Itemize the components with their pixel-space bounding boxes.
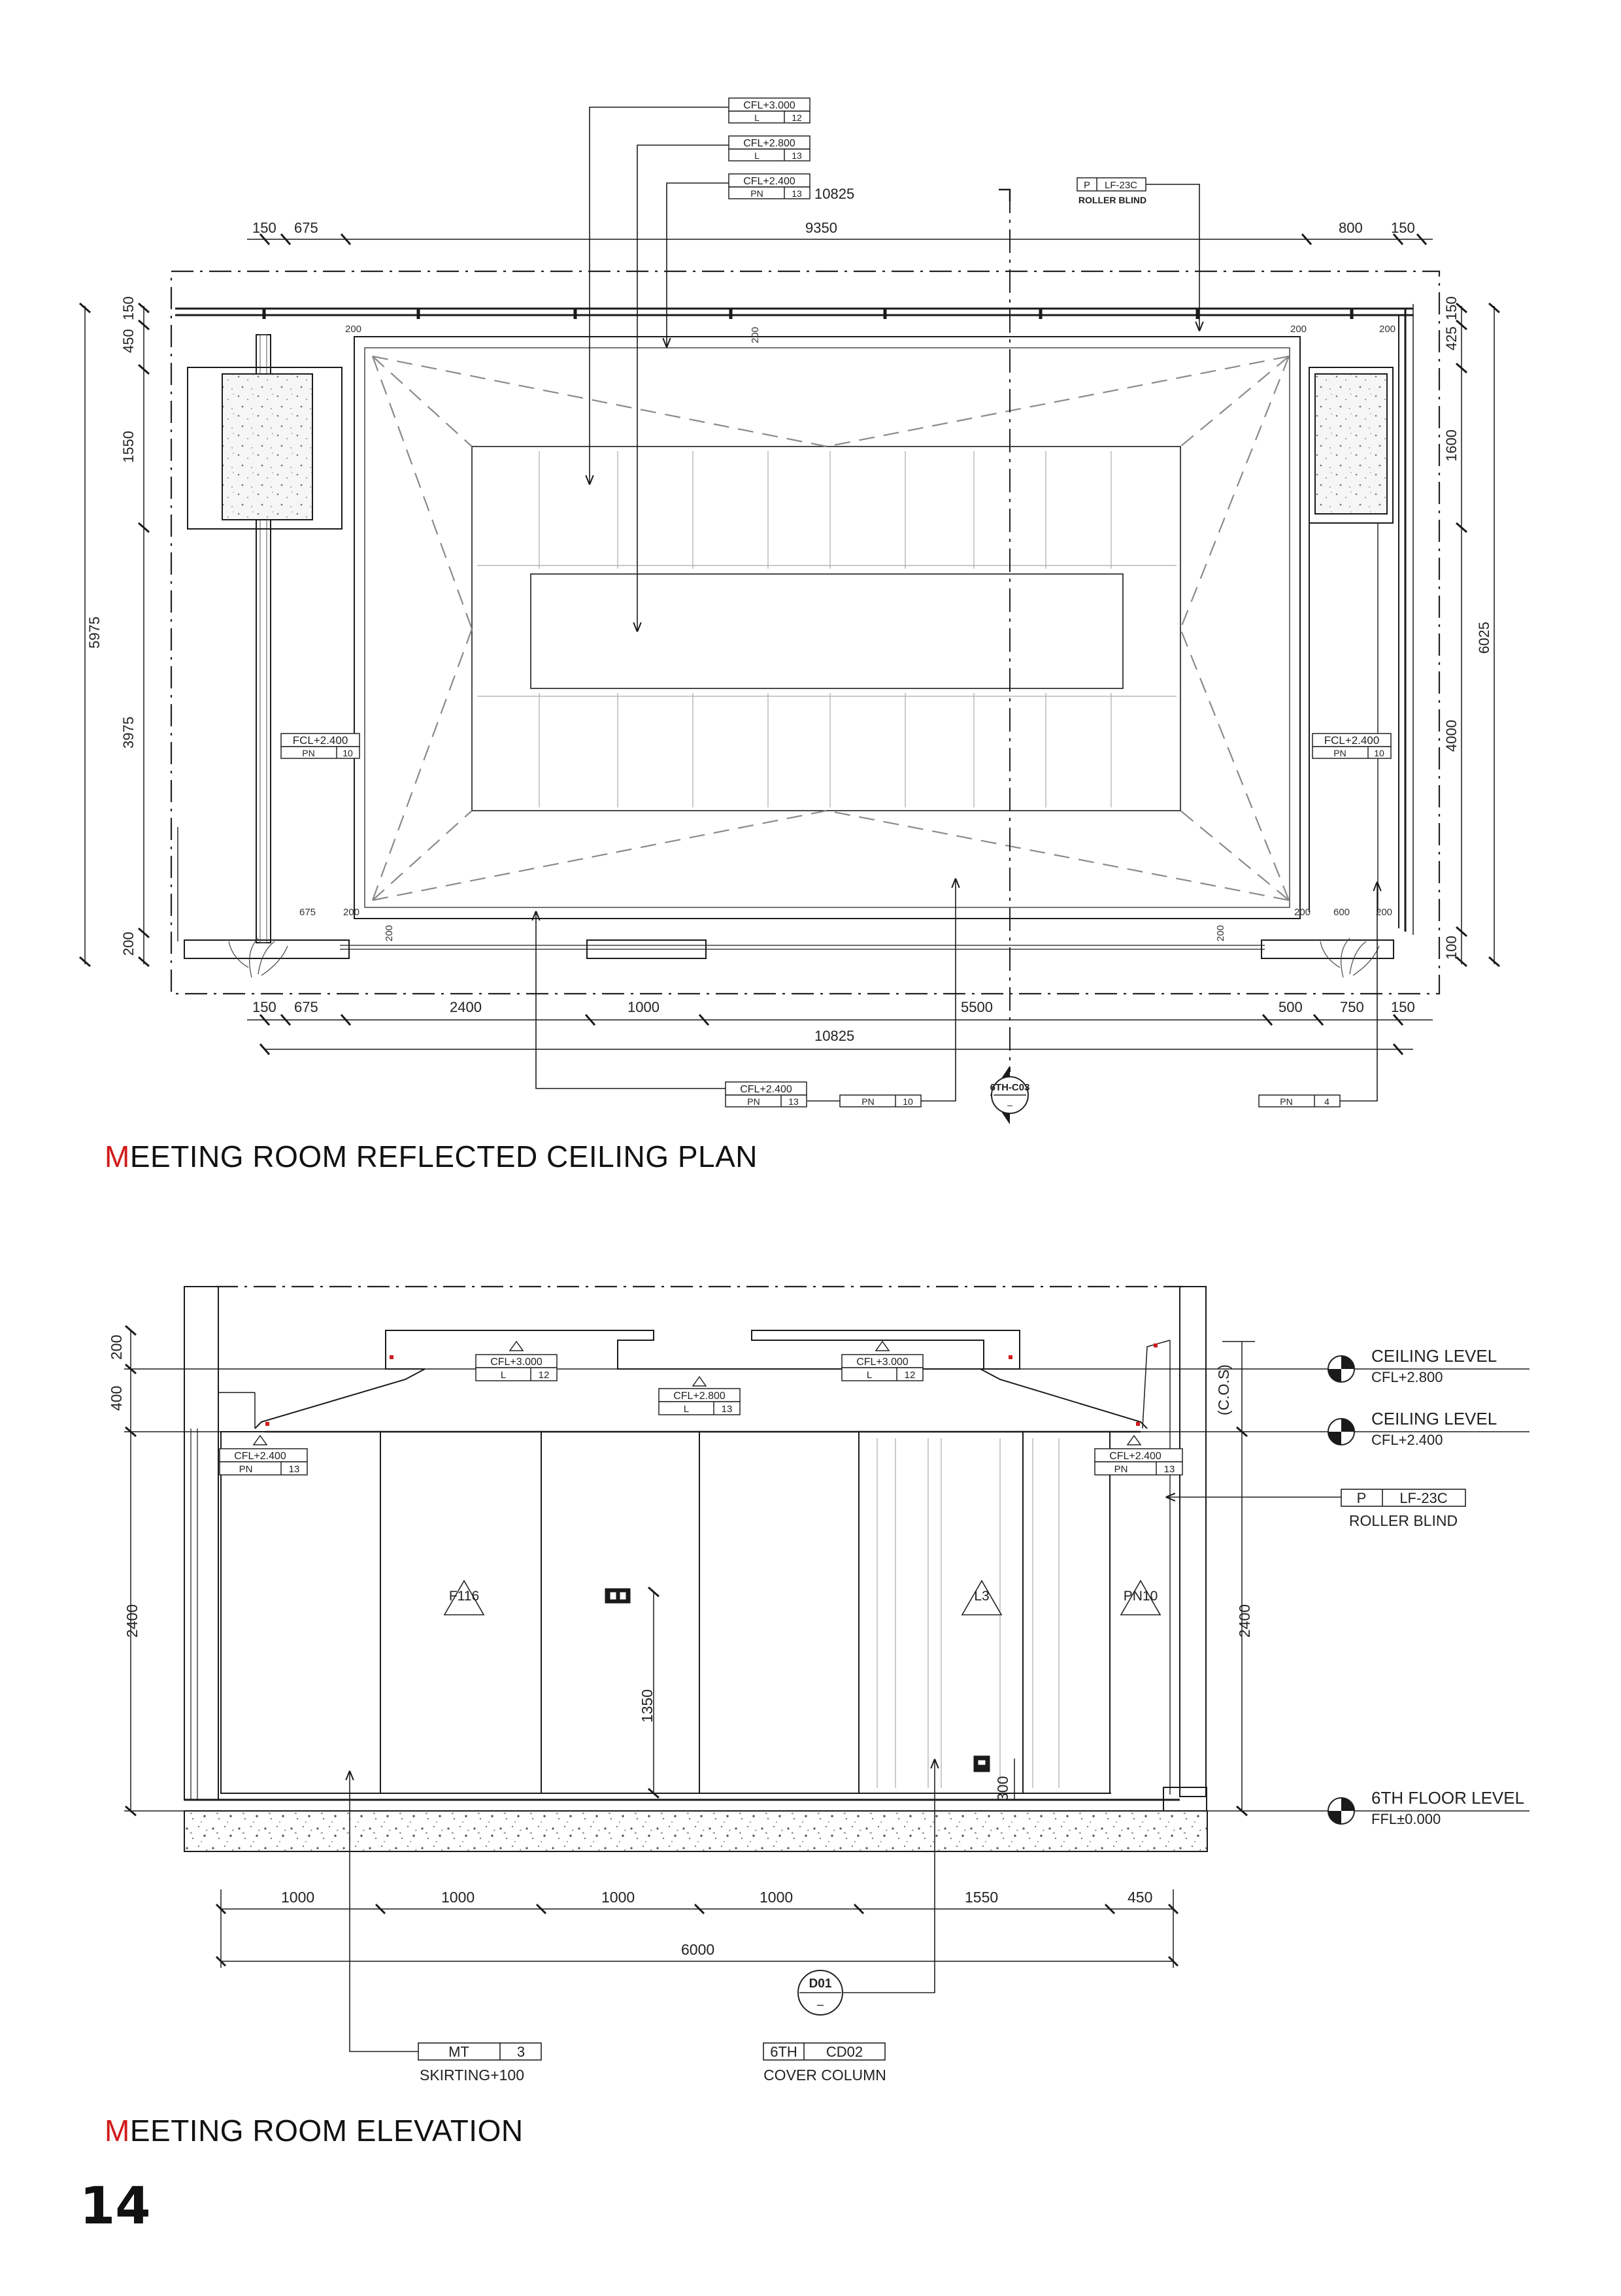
svg-text:L: L	[754, 150, 760, 161]
elev-tag-right-3000	[842, 1342, 923, 1381]
plan-leaders	[536, 107, 1377, 1101]
dim-top: 150	[252, 220, 276, 236]
svg-text:200: 200	[1376, 907, 1393, 918]
dim-left: 200	[120, 932, 137, 956]
dim-bottom: 150	[252, 999, 276, 1015]
bracket-ticks	[264, 309, 1352, 319]
plan-border	[171, 271, 1439, 994]
svg-text:200: 200	[1379, 324, 1396, 335]
dim-top: 9350	[805, 220, 837, 236]
svg-text:1000: 1000	[441, 1889, 475, 1906]
svg-text:PN10: PN10	[1123, 1589, 1158, 1604]
tag-roller-blind-plan	[1077, 178, 1146, 205]
svg-text:6TH: 6TH	[770, 2044, 797, 2060]
svg-text:2400: 2400	[124, 1604, 141, 1638]
panel-tag-l3	[962, 1581, 1001, 1615]
svg-text:200: 200	[108, 1334, 125, 1360]
tag-cfl-3000	[729, 98, 810, 123]
dim-bottom: 750	[1340, 999, 1364, 1015]
svg-text:CEILING LEVEL: CEILING LEVEL	[1371, 1409, 1497, 1428]
svg-text:CFL+3.000: CFL+3.000	[743, 100, 795, 111]
elevation-title-text: EETING ROOM ELEVATION	[129, 2114, 524, 2148]
svg-text:200: 200	[750, 326, 761, 343]
svg-text:CFL+2.800: CFL+2.800	[673, 1391, 726, 1402]
svg-text:PN: PN	[747, 1096, 760, 1107]
tag-pn4-bottom	[1259, 1095, 1340, 1107]
dim-bottom: 150	[1391, 999, 1415, 1015]
svg-text:FCL+2.400: FCL+2.400	[1324, 734, 1380, 747]
svg-text:LF-23C: LF-23C	[1104, 180, 1138, 191]
plan-title	[105, 1139, 758, 1174]
level-symbol-ceiling-2800	[1328, 1346, 1497, 1385]
slope-dashed-lines	[373, 356, 1289, 900]
svg-text:ROLLER BLIND: ROLLER BLIND	[1348, 1512, 1458, 1529]
elevation-title	[105, 2113, 524, 2148]
svg-text:PN: PN	[239, 1464, 253, 1475]
page-number: 14	[80, 2177, 151, 2236]
svg-text:CFL+2.400: CFL+2.400	[234, 1451, 286, 1462]
detail-marker-d01	[798, 1970, 843, 2015]
dim-bottom: 2400	[450, 999, 482, 1015]
svg-text:PN: PN	[861, 1096, 875, 1107]
cos-label: (C.O.S)	[1215, 1364, 1232, 1415]
dim-bottom-total: 10825	[814, 1028, 855, 1044]
dim-top: 675	[294, 220, 318, 236]
svg-text:200: 200	[1215, 924, 1226, 941]
plan-inner-dims	[299, 324, 1395, 941]
elevation-dimension-labels	[108, 1335, 1253, 1958]
tag-cfl-2800	[729, 136, 810, 161]
svg-text:L: L	[500, 1370, 507, 1381]
tag-cfl-2400-bottom	[726, 1082, 807, 1107]
coffer-slats	[477, 451, 1177, 807]
svg-text:CFL+2.400: CFL+2.400	[1109, 1451, 1161, 1462]
elevation-title-initial: M	[105, 2114, 130, 2148]
dim-right: 4000	[1443, 720, 1460, 752]
svg-text:P: P	[1356, 1490, 1367, 1506]
svg-text:PN: PN	[1280, 1096, 1293, 1107]
svg-text:PN: PN	[1333, 748, 1346, 758]
dim-right: 100	[1443, 936, 1460, 960]
dim-left: 450	[120, 329, 137, 353]
svg-text:10: 10	[343, 748, 353, 758]
elev-roller-blind-tag	[1167, 1489, 1465, 1529]
elev-tag-left-3000	[476, 1342, 557, 1381]
right-wall	[1180, 1287, 1206, 1797]
svg-text:P: P	[1083, 180, 1091, 191]
svg-text:–: –	[816, 1998, 824, 2011]
elev-tag-left-2400	[220, 1436, 307, 1475]
skirting-tag	[418, 2043, 541, 2084]
cover-column-tag	[763, 2043, 886, 2084]
table-outline	[531, 574, 1123, 688]
svg-text:1000: 1000	[601, 1889, 635, 1906]
svg-text:MT: MT	[448, 2044, 469, 2060]
svg-text:13: 13	[788, 1096, 799, 1107]
svg-text:D01: D01	[809, 1977, 832, 1991]
svg-text:CFL+3.000: CFL+3.000	[856, 1357, 909, 1368]
svg-text:13: 13	[1163, 1464, 1175, 1475]
dim-left: 3975	[120, 717, 137, 749]
svg-text:1000: 1000	[760, 1889, 794, 1906]
svg-text:13: 13	[288, 1464, 300, 1475]
elevation	[184, 1287, 1207, 1851]
dim-right: 150	[1443, 296, 1460, 320]
svg-text:200: 200	[1290, 324, 1307, 335]
svg-text:SKIRTING+100: SKIRTING+100	[419, 2067, 525, 2084]
coffer-recess	[472, 447, 1180, 811]
dim-bottom: 675	[294, 999, 318, 1015]
svg-text:CFL+2.800: CFL+2.800	[1371, 1369, 1443, 1385]
svg-text:450: 450	[1128, 1889, 1153, 1906]
elev-tag-2800	[659, 1377, 740, 1415]
ceiling-plan	[171, 190, 1439, 1072]
tag-pn10-bottom	[840, 1095, 921, 1107]
svg-text:300: 300	[994, 1776, 1011, 1801]
svg-text:COVER COLUMN: COVER COLUMN	[763, 2067, 886, 2084]
svg-text:10: 10	[1374, 748, 1384, 758]
svg-text:PN: PN	[302, 748, 315, 758]
svg-text:ROLLER BLIND: ROLLER BLIND	[1078, 195, 1147, 205]
svg-text:3: 3	[516, 2044, 526, 2060]
left-wall	[184, 1287, 218, 1800]
svg-text:F116: F116	[448, 1589, 480, 1604]
dim-right: 1600	[1443, 430, 1460, 462]
svg-text:6000: 6000	[681, 1941, 715, 1958]
svg-text:1350: 1350	[639, 1689, 656, 1723]
elevation-dimensions	[125, 1326, 1255, 1968]
svg-text:2400: 2400	[1236, 1604, 1253, 1638]
level-symbol-floor	[1328, 1788, 1524, 1827]
svg-text:PN: PN	[750, 188, 763, 199]
svg-text:400: 400	[108, 1385, 125, 1411]
dim-left: 1550	[120, 431, 137, 463]
svg-text:200: 200	[345, 324, 362, 335]
panel-tag-pn10	[1121, 1581, 1160, 1615]
svg-text:675: 675	[299, 907, 316, 918]
svg-text:L: L	[683, 1404, 690, 1415]
plan-title-text: EETING ROOM REFLECTED CEILING PLAN	[129, 1140, 758, 1173]
dim-right-total: 6025	[1476, 622, 1492, 654]
ceiling-rim-inner	[365, 348, 1290, 907]
svg-text:12: 12	[792, 112, 802, 123]
panel-tag-f116	[444, 1581, 484, 1615]
svg-text:4: 4	[1324, 1096, 1329, 1107]
svg-text:13: 13	[792, 188, 802, 199]
svg-text:6TH-C03: 6TH-C03	[990, 1082, 1030, 1093]
svg-text:12: 12	[904, 1370, 916, 1381]
dim-bottom: 500	[1278, 999, 1303, 1015]
tag-fcl-left	[281, 734, 359, 758]
floor-slab	[184, 1811, 1207, 1851]
level-lines	[124, 1369, 1529, 1811]
dim-bottom: 1000	[627, 999, 660, 1015]
dim-top: 150	[1391, 220, 1415, 236]
svg-text:CFL+2.400: CFL+2.400	[740, 1084, 792, 1095]
svg-text:10: 10	[903, 1096, 913, 1107]
ceiling-rim-outer	[354, 337, 1300, 919]
svg-text:200: 200	[384, 924, 395, 941]
level-symbol-ceiling-2400	[1328, 1409, 1497, 1448]
dim-right: 425	[1443, 326, 1460, 350]
svg-text:200: 200	[343, 907, 360, 918]
plan-title-initial: M	[105, 1140, 130, 1173]
svg-text:L: L	[866, 1370, 873, 1381]
svg-text:200: 200	[1294, 907, 1311, 918]
svg-text:L3: L3	[974, 1589, 990, 1604]
svg-text:13: 13	[792, 150, 802, 161]
svg-text:–: –	[1007, 1100, 1012, 1110]
svg-text:PN: PN	[1114, 1464, 1128, 1475]
right-feature-panel	[1315, 374, 1387, 514]
dim-top-total: 10825	[814, 186, 855, 202]
svg-text:600: 600	[1333, 907, 1350, 918]
left-feature-panel	[222, 374, 312, 520]
dim-bottom: 5500	[961, 999, 993, 1015]
svg-text:6TH FLOOR LEVEL: 6TH FLOOR LEVEL	[1371, 1788, 1525, 1808]
svg-text:CFL+2.400: CFL+2.400	[743, 176, 795, 187]
tag-cfl-2400-top	[729, 174, 810, 199]
svg-text:CFL+2.800: CFL+2.800	[743, 138, 795, 149]
svg-text:FFL±0.000: FFL±0.000	[1371, 1811, 1441, 1827]
elevation-leaders	[350, 1760, 935, 2051]
dim-left: 150	[120, 296, 137, 320]
svg-text:1000: 1000	[281, 1889, 315, 1906]
svg-text:12: 12	[538, 1370, 550, 1381]
dim-left-total: 5975	[86, 616, 103, 649]
dim-top: 800	[1339, 220, 1363, 236]
svg-text:FCL+2.400: FCL+2.400	[292, 734, 348, 747]
svg-text:CFL+3.000: CFL+3.000	[490, 1357, 543, 1368]
svg-text:CD02: CD02	[826, 2044, 863, 2060]
section-marker	[990, 1066, 1030, 1124]
svg-text:13: 13	[721, 1404, 733, 1415]
elev-tag-right-2400	[1095, 1436, 1182, 1475]
tag-fcl-right	[1312, 734, 1391, 758]
svg-text:CEILING LEVEL: CEILING LEVEL	[1371, 1346, 1497, 1366]
svg-text:1550: 1550	[965, 1889, 999, 1906]
svg-text:L: L	[754, 112, 760, 123]
svg-text:CFL+2.400: CFL+2.400	[1371, 1432, 1443, 1448]
svg-text:LF-23C: LF-23C	[1399, 1490, 1448, 1506]
